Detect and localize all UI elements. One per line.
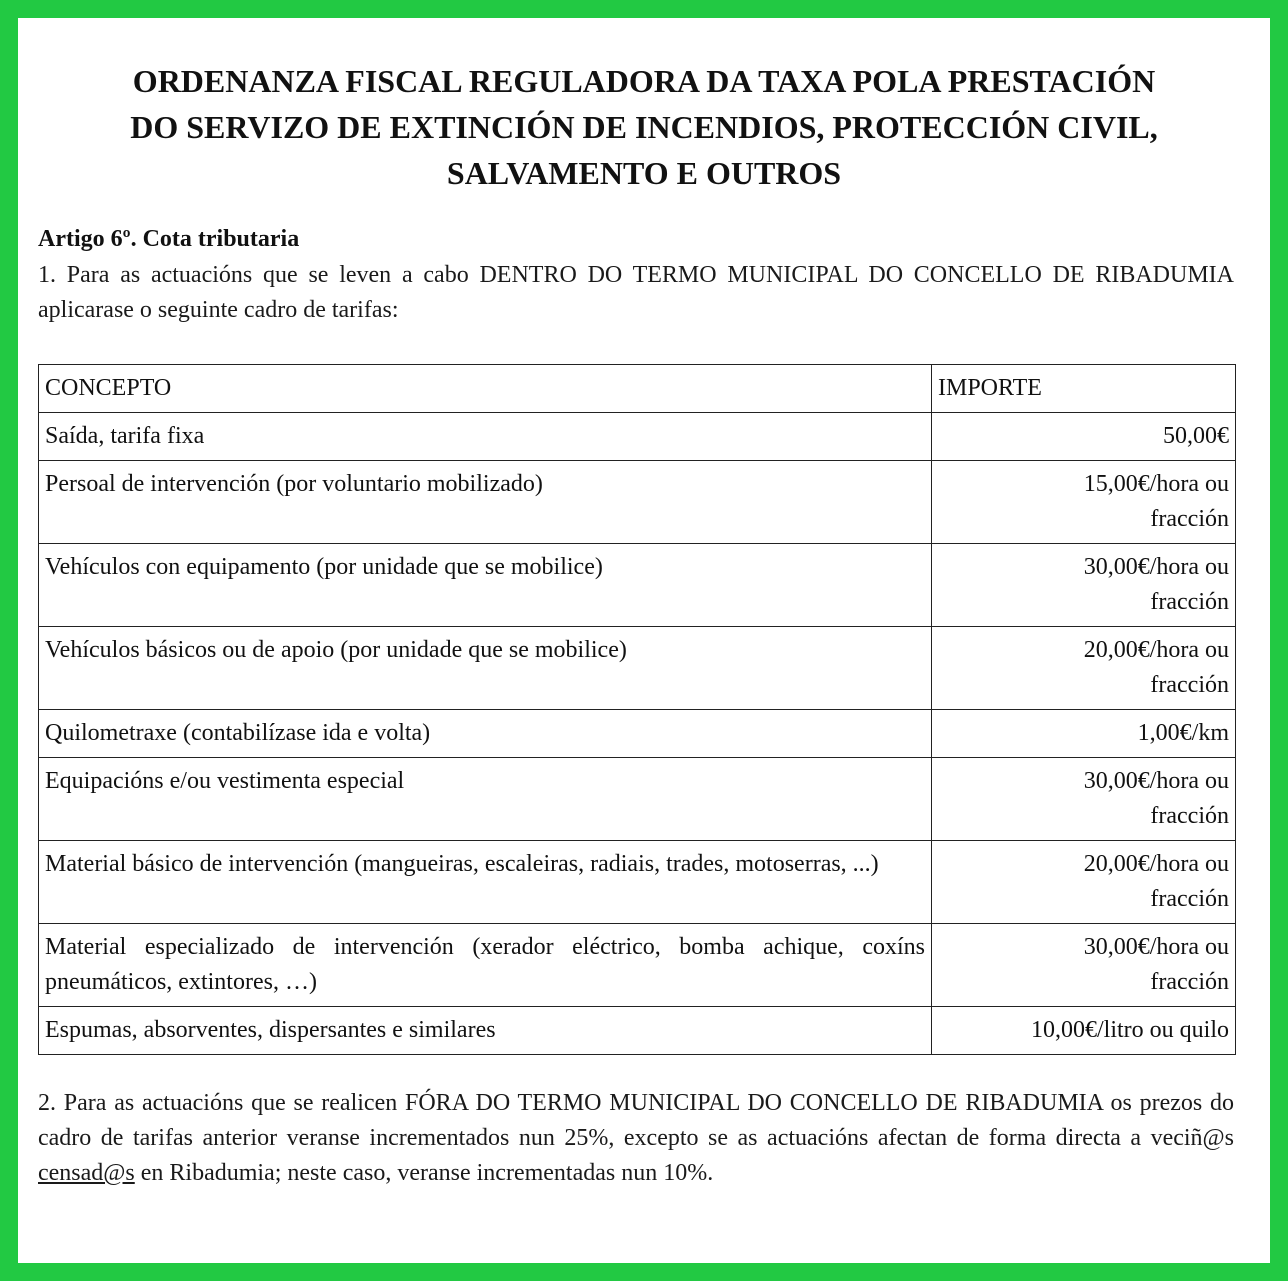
amount-line: 50,00€ (1163, 423, 1229, 449)
tariff-table (38, 364, 1236, 1055)
amount-line: fracción (1150, 589, 1229, 615)
paragraph-1: 1. Para as actuacións que se leven a cabo DENTRO DO TERMO MUNICIPAL DO CONCELLO DE RIBADUMIA aplicarase o seguinte cadro de tarifas: (38, 262, 1234, 323)
amount-cell (932, 461, 1236, 544)
document-page (18, 18, 1270, 1263)
amount-cell (932, 758, 1236, 841)
title-line: DO SERVIZO DE EXTINCIÓN DE INCENDIOS, PROTECCIÓN CIVIL, (130, 109, 1158, 145)
concept-cell: Espumas, absorventes, dispersantes e similares (39, 1007, 932, 1055)
concept-cell: Material especializado de intervención (xerador eléctrico, bomba achique, coxíns pneumáticos, extintores, …) (39, 924, 932, 1007)
paragraph-2-underlined: censad@s (38, 1160, 135, 1186)
table-row (39, 924, 1236, 1007)
amount-line: fracción (1150, 672, 1229, 698)
title-line: SALVAMENTO E OUTROS (446, 155, 842, 191)
amount-line: fracción (1150, 969, 1229, 995)
amount-line: 20,00€/hora ou (1083, 637, 1229, 663)
amount-cell (932, 1007, 1236, 1055)
amount-cell (932, 413, 1236, 461)
amount-line: 15,00€/hora ou (1083, 471, 1229, 497)
amount-line: 1,00€/km (1137, 720, 1229, 746)
amount-cell (932, 627, 1236, 710)
concept-cell: Equipacións e/ou vestimenta especial (39, 758, 932, 841)
table-row (39, 413, 1236, 461)
table-body (39, 413, 1236, 1055)
table-row (39, 758, 1236, 841)
concept-cell: Persoal de intervención (por voluntario mobilizado) (39, 461, 932, 544)
amount-cell (932, 924, 1236, 1007)
amount-line: fracción (1150, 803, 1229, 829)
amount-line: 10,00€/litro ou quilo (1031, 1017, 1229, 1043)
concept-cell: Material básico de intervención (mangueiras, escaleiras, radiais, trades, motoserras, ...) (39, 841, 932, 924)
table-row (39, 627, 1236, 710)
amount-cell (932, 544, 1236, 627)
amount-line: fracción (1150, 506, 1229, 532)
header-concept: CONCEPTO (39, 365, 932, 413)
amount-line: 30,00€/hora ou (1083, 554, 1229, 580)
table-row (39, 461, 1236, 544)
title-line: ORDENANZA FISCAL REGULADORA DA TAXA POLA PRESTACIÓN (132, 63, 1156, 99)
concept-cell: Saída, tarifa fixa (39, 413, 932, 461)
table-row (39, 710, 1236, 758)
table-row (39, 841, 1236, 924)
amount-cell (932, 710, 1236, 758)
amount-cell (932, 841, 1236, 924)
paragraph-2-after: en Ribadumia; neste caso, veranse incrementadas nun 10%. (134, 1160, 714, 1186)
amount-line: 20,00€/hora ou (1083, 851, 1229, 877)
amount-line: fracción (1150, 886, 1229, 912)
header-amount: IMPORTE (932, 365, 1236, 413)
table-header-row (39, 365, 1236, 413)
amount-line: 30,00€/hora ou (1083, 934, 1229, 960)
table-row (39, 1007, 1236, 1055)
table-row (39, 544, 1236, 627)
article-heading: Artigo 6º. Cota tributaria (38, 226, 300, 252)
document-title (18, 58, 1270, 196)
amount-line: 30,00€/hora ou (1083, 768, 1229, 794)
concept-cell: Vehículos con equipamento (por unidade que se mobilice) (39, 544, 932, 627)
paragraph-2 (38, 1086, 1234, 1191)
concept-cell: Quilometraxe (contabilízase ida e volta) (39, 710, 932, 758)
paragraph-2-before: 2. Para as actuacións que se realicen FÓRA DO TERMO MUNICIPAL DO CONCELLO DE RIBADUMIA os prezos do cadro de tarifas anterior veranse incrementados nun 25%, excepto se as actuacións afectan de forma directa a veciñ@s (38, 1090, 1234, 1151)
concept-cell: Vehículos básicos ou de apoio (por unidade que se mobilice) (39, 627, 932, 710)
